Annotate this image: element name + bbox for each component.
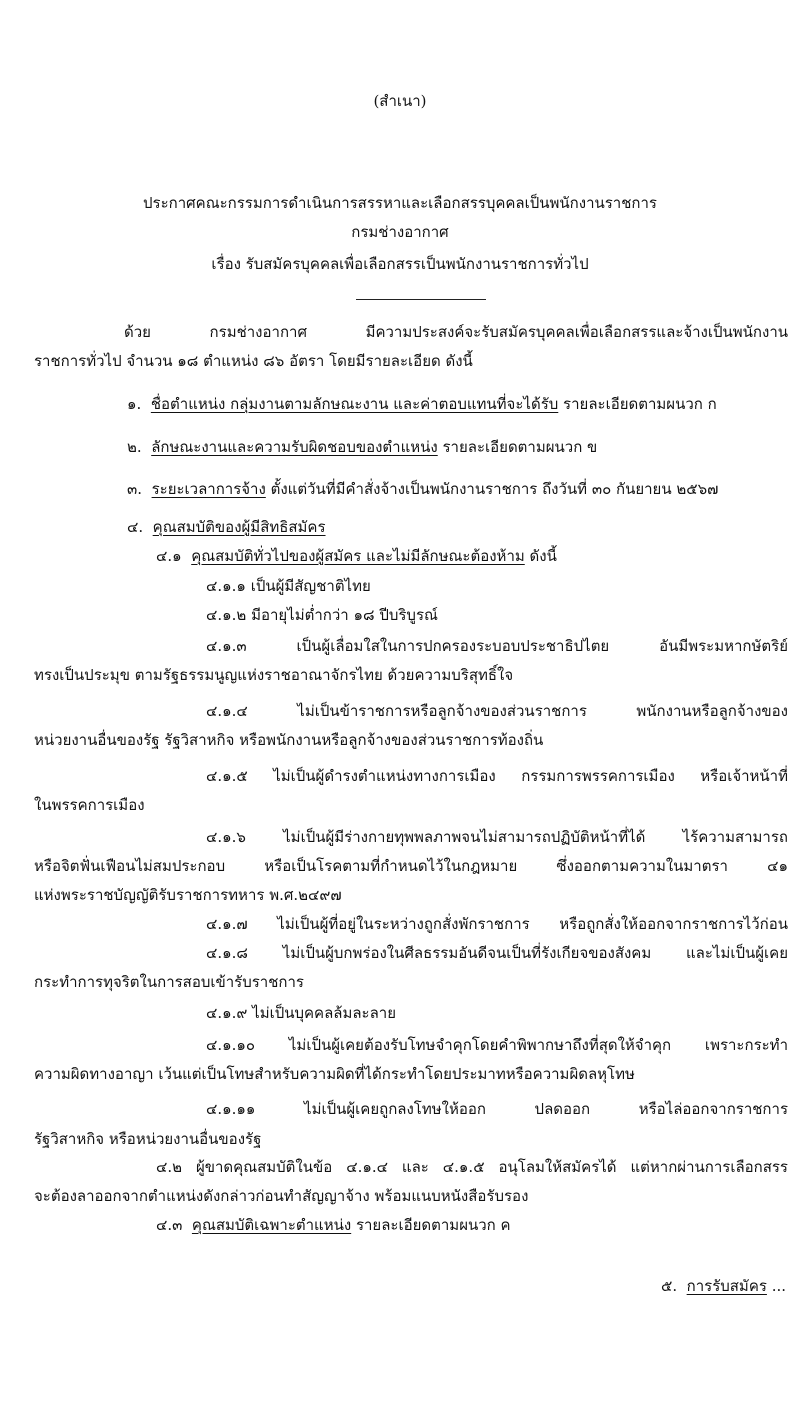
item-2-number: ๒. xyxy=(127,438,142,456)
section-4-1 xyxy=(156,545,557,567)
clause-4-1-6-line-2: หรือจิตฟั่นเฟือนไม่สมประกอบ หรือเป็นโรคตามที่กำหนดไว้ในกฎหมาย ซึ่งออกตามความในมาตรา ๔๑ xyxy=(34,857,788,875)
section-4-1-detail: ดังนี้ xyxy=(524,547,557,565)
section-4-1-number: ๔.๑ xyxy=(156,547,182,565)
intro-line-2: ราชการทั่วไป จำนวน ๑๘ ตำแหน่ง ๘๖ อัตรา โดยมีรายละเอียด ดังนี้ xyxy=(34,352,473,370)
clause-4-1-11-line-2: รัฐวิสาหกิจ หรือหน่วยงานอื่นของรัฐ xyxy=(34,1130,262,1148)
item-2-heading: ลักษณะงานและความรับผิดชอบของตำแหน่ง xyxy=(151,438,438,456)
header-subject: เรื่อง รับสมัครบุคคลเพื่อเลือกสรรเป็นพนักงานราชการทั่วไป xyxy=(211,255,589,273)
clause-4-1-8-line-1: ๔.๑.๘ ไม่เป็นผู้บกพร่องในศีลธรรมอันดีจนเป็นที่รังเกียจของสังคม และไม่เป็นผู้เคย xyxy=(206,944,788,962)
section-4-2-line-1: ๔.๒ ผู้ขาดคุณสมบัติในข้อ ๔.๑.๔ และ ๔.๑.๕ อนุโลมให้สมัครได้ แต่หากผ่านการเลือกสรร xyxy=(156,1158,788,1176)
section-4-3-heading: คุณสมบัติเฉพาะตำแหน่ง xyxy=(191,1216,352,1234)
item-2 xyxy=(127,436,597,458)
section-4-3 xyxy=(156,1214,511,1236)
item-1-number: ๑. xyxy=(127,395,142,413)
clause-4-1-5-line-1: ๔.๑.๕ ไม่เป็นผู้ดำรงตำแหน่งทางการเมือง กรรมการพรรคการเมือง หรือเจ้าหน้าที่ xyxy=(206,767,788,785)
item-3-detail: ตั้งแต่วันที่มีคำสั่งจ้างเป็นพนักงานราชการ ถึงวันที่ ๓๐ กันยายน ๒๕๖๗ xyxy=(265,480,719,498)
clause-4-1-1: ๔.๑.๑ เป็นผู้มีสัญชาติไทย xyxy=(206,577,371,595)
continuation-number: ๕. xyxy=(660,1277,678,1295)
copy-mark: (สำเนา) xyxy=(373,92,427,110)
clause-4-1-6-line-1: ๔.๑.๖ ไม่เป็นผู้มีร่างกายทุพพลภาพจนไม่สามารถปฏิบัติหน้าที่ได้ ไร้ความสามารถ xyxy=(206,828,788,846)
clause-4-1-2: ๔.๑.๒ มีอายุไม่ต่ำกว่า ๑๘ ปีบริบูรณ์ xyxy=(206,606,438,624)
clause-4-1-10-line-2: ความผิดทางอาญา เว้นแต่เป็นโทษสำหรับความผิดที่ได้กระทำโดยประมาทหรือความผิดลหุโทษ xyxy=(34,1065,635,1083)
clause-4-1-10-line-1: ๔.๑.๑๐ ไม่เป็นผู้เคยต้องรับโทษจำคุกโดยคำพิพากษาถึงที่สุดให้จำคุก เพราะกระทำ xyxy=(206,1036,788,1054)
continuation-ellipsis: ... xyxy=(766,1277,786,1295)
item-1 xyxy=(127,393,717,415)
page-continuation xyxy=(661,1275,786,1297)
header-title: ประกาศคณะกรรมการดำเนินการสรรหาและเลือกสรรบุคคลเป็นพนักงานราชการ xyxy=(143,194,657,212)
clause-4-1-3-line-1: ๔.๑.๓ เป็นผู้เลื่อมใสในการปกครองระบอบประชาธิปไตย อันมีพระมหากษัตริย์ xyxy=(206,637,788,655)
item-3-number: ๓. xyxy=(127,480,143,498)
item-3-heading: ระยะเวลาการจ้าง xyxy=(151,480,266,498)
section-4-3-number: ๔.๓ xyxy=(156,1216,183,1234)
continuation-heading: การรับสมัคร xyxy=(686,1277,767,1295)
item-1-heading: ชื่อตำแหน่ง กลุ่มงานตามลักษณะงาน และค่าตอบแทนที่จะได้รับ xyxy=(150,395,559,413)
item-4 xyxy=(127,516,326,538)
clause-4-1-3-line-2: ทรงเป็นประมุข ตามรัฐธรรมนูญแห่งราชอาณาจักรไทย ด้วยความบริสุทธิ์ใจ xyxy=(34,666,514,684)
header-divider xyxy=(356,299,486,300)
clause-4-1-7: ๔.๑.๗ ไม่เป็นผู้ที่อยู่ในระหว่างถูกสั่งพักราชการ หรือถูกสั่งให้ออกจากราชการไว้ก่อน xyxy=(206,915,788,933)
clause-4-1-11-line-1: ๔.๑.๑๑ ไม่เป็นผู้เคยถูกลงโทษให้ออก ปลดออก หรือไล่ออกจากราชการ xyxy=(206,1100,788,1118)
item-4-heading: คุณสมบัติของผู้มีสิทธิสมัคร xyxy=(152,518,326,536)
section-4-1-heading: คุณสมบัติทั่วไปของผู้สมัคร และไม่มีลักษณะต้องห้าม xyxy=(191,547,525,565)
clause-4-1-5-line-2: ในพรรคการเมือง xyxy=(34,796,145,814)
section-4-2-line-2: จะต้องลาออกจากตำแหน่งดังกล่าวก่อนทำสัญญาจ้าง พร้อมแนบหนังสือรับรอง xyxy=(34,1187,529,1205)
item-4-number: ๔. xyxy=(127,518,144,536)
intro-line-1: ด้วย กรมช่างอากาศ มีความประสงค์จะรับสมัครบุคคลเพื่อเลือกสรรและจ้างเป็นพนักงาน xyxy=(124,323,788,341)
item-3 xyxy=(127,478,718,500)
item-1-detail: รายละเอียดตามผนวก ก xyxy=(558,395,717,413)
header-department: กรมช่างอากาศ xyxy=(351,223,449,241)
clause-4-1-4-line-2: หน่วยงานอื่นของรัฐ รัฐวิสาหกิจ หรือพนักงานหรือลูกจ้างของส่วนราชการท้องถิ่น xyxy=(34,731,544,749)
clause-4-1-9: ๔.๑.๙ ไม่เป็นบุคคลล้มละลาย xyxy=(206,1004,397,1022)
section-4-3-detail: รายละเอียดตามผนวก ค xyxy=(351,1216,511,1234)
clause-4-1-4-line-1: ๔.๑.๔ ไม่เป็นข้าราชการหรือลูกจ้างของส่วนราชการ พนักงานหรือลูกจ้างของ xyxy=(206,702,788,720)
item-2-detail: รายละเอียดตามผนวก ข xyxy=(437,438,598,456)
clause-4-1-8-line-2: กระทำการทุจริตในการสอบเข้ารับราชการ xyxy=(34,973,304,991)
clause-4-1-6-line-3: แห่งพระราชบัญญัติรับราชการทหาร พ.ศ.๒๔๙๗ xyxy=(34,886,342,904)
